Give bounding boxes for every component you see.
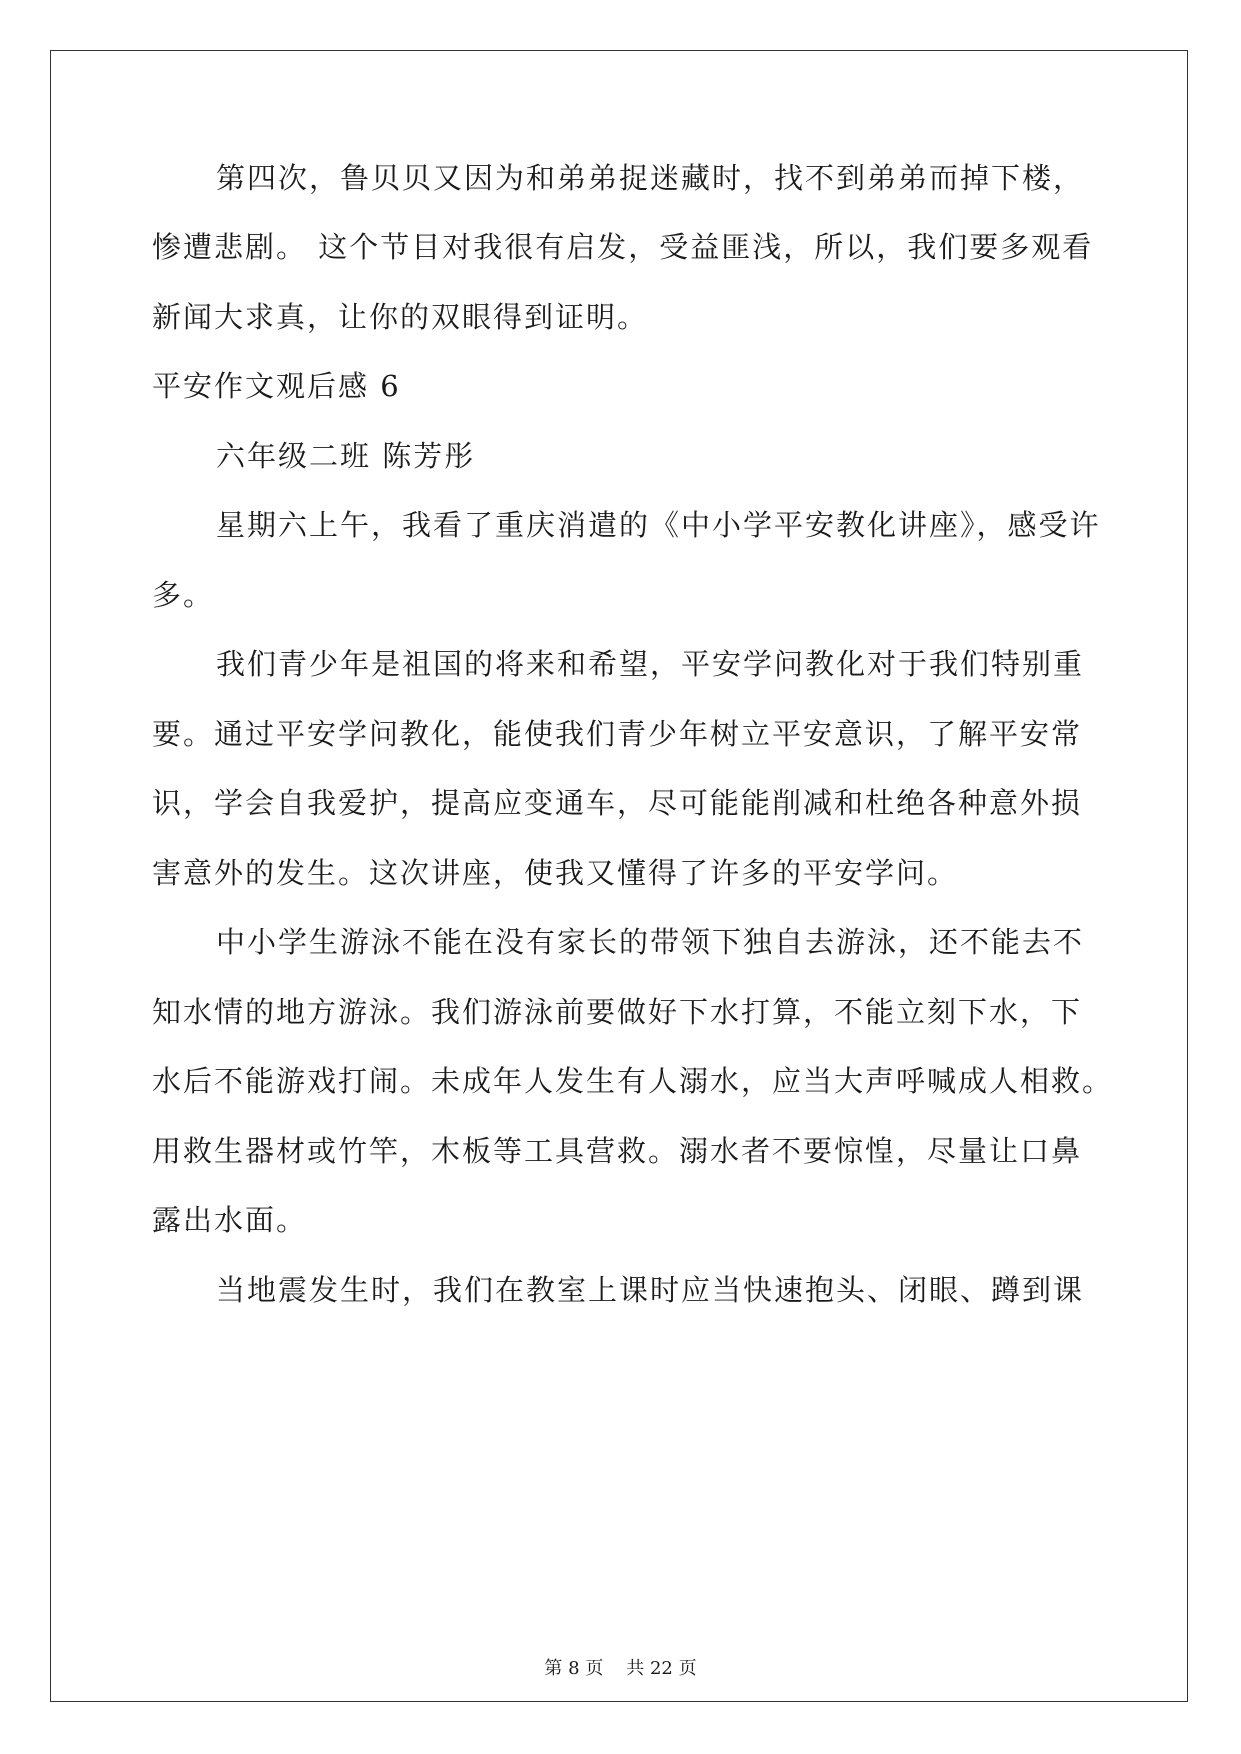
page-prefix: 第 [544, 1658, 563, 1679]
paragraph-line: 中小学生游泳不能在没有家长的带领下独自去游泳，还不能去不 [216, 925, 1085, 959]
total-prefix: 共 [626, 1658, 645, 1679]
paragraph-line: 当地震发生时，我们在教室上课时应当快速抱头、闭眼、蹲到课 [216, 1273, 1085, 1307]
paragraph-line: 多。 [152, 578, 215, 612]
paragraph-line: 星期六上午，我看了重庆消遣的《中小学平安教化讲座》，感受许 [216, 508, 1101, 542]
paragraph-line: 第四次，鲁贝贝又因为和弟弟捉迷藏时，找不到弟弟而掉下楼， [216, 161, 1085, 195]
page-footer [0, 1657, 1241, 1681]
paragraph-line: 识，学会自我爱护，提高应变通车，尽可能能削减和杜绝各种意外损 [152, 786, 1083, 820]
author-line: 六年级二班 陈芳彤 [216, 439, 476, 473]
section-heading: 平安作文观后感 6 [152, 369, 401, 403]
total-suffix: 页 [678, 1658, 697, 1679]
paragraph-line: 露出水面。 [152, 1203, 308, 1237]
paragraph-line: 我们青少年是祖国的将来和希望，平安学问教化对于我们特别重 [216, 647, 1085, 681]
page-number: 8 [568, 1658, 580, 1679]
page-suffix: 页 [585, 1658, 604, 1679]
paragraph-line: 新闻大求真，让你的双眼得到证明。 [152, 300, 649, 334]
paragraph-line: 水后不能游戏打闹。未成年人发生有人溺水，应当大声呼喊成人相救。 [152, 1064, 1114, 1098]
paragraph-line: 惨遭悲剧。 这个节目对我很有启发，受益匪浅，所以，我们要多观看 [152, 230, 1094, 264]
paragraph-line: 要。通过平安学问教化，能使我们青少年树立平安意识，了解平安常 [152, 717, 1083, 751]
paragraph-line: 害意外的发生。这次讲座，使我又懂得了许多的平安学问。 [152, 856, 959, 890]
paragraph-line: 用救生器材或竹竿，木板等工具营救。溺水者不要惊惶，尽量让口鼻 [152, 1134, 1083, 1168]
paragraph-line: 知水情的地方游泳。我们游泳前要做好下水打算，不能立刻下水，下 [152, 995, 1083, 1029]
total-pages: 22 [649, 1658, 673, 1679]
